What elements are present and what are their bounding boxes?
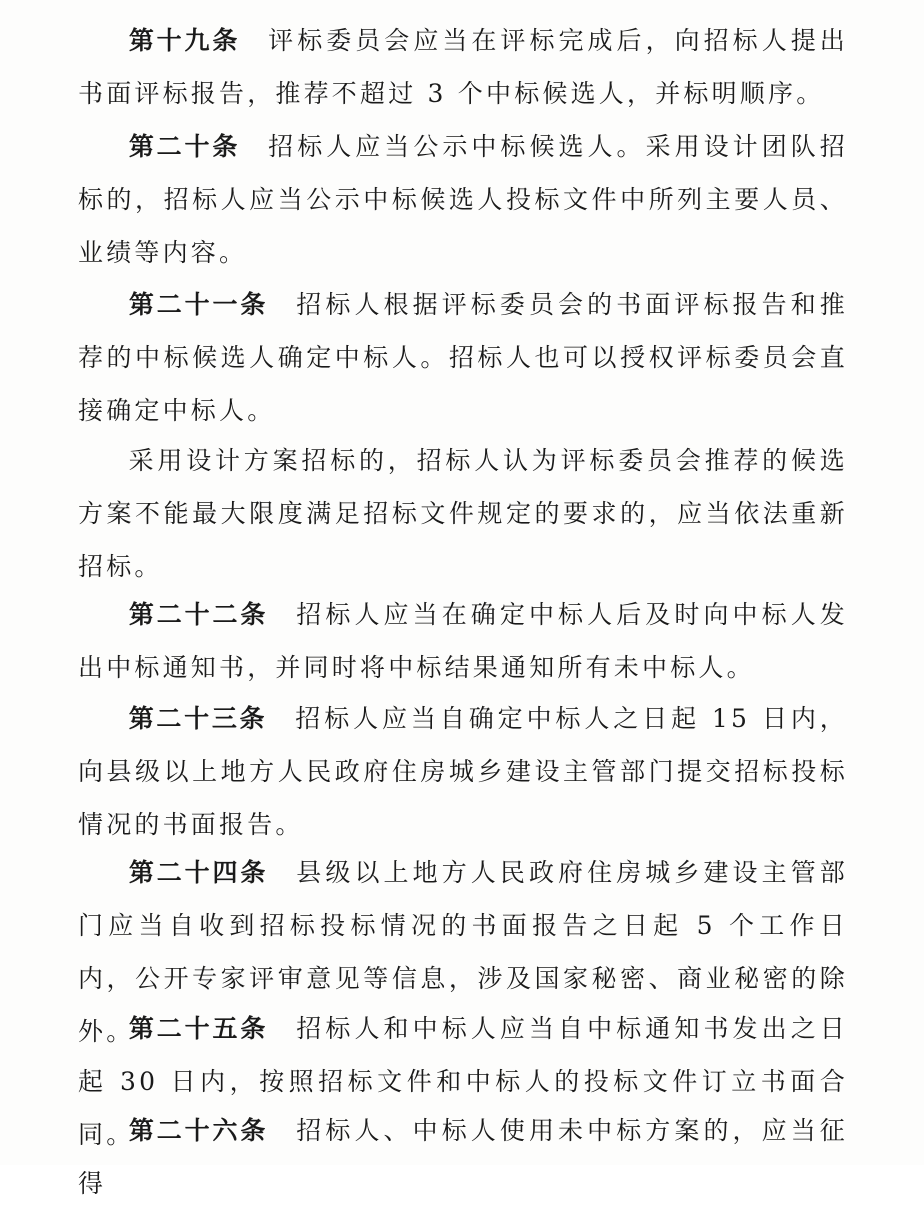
article-label: 第二十三条 — [128, 704, 268, 733]
article-label: 第二十五条 — [128, 1014, 269, 1043]
article-text: 招标人应当公示中标候选人。采用设计团队招标的，招标人应当公示中标候选人投标文件中所列主要人员、业绩等内容。 — [78, 132, 848, 267]
article-label: 第二十一条 — [128, 290, 269, 319]
article-22 — [78, 588, 848, 694]
article-26 — [78, 1104, 848, 1210]
article-label: 第二十条 — [128, 132, 241, 161]
article-text: 招标人应当在确定中标人后及时向中标人发出中标通知书，并同时将中标结果通知所有未中标人。 — [78, 600, 848, 682]
paragraph-text: 采用设计方案招标的，招标人认为评标委员会推荐的候选方案不能最大限度满足招标文件规定的要求的，应当依法重新招标。 — [78, 446, 848, 581]
article-text: 招标人、中标人使用未中标方案的，应当征得 — [78, 1116, 848, 1198]
article-label: 第二十二条 — [128, 600, 269, 629]
article-19 — [78, 14, 848, 120]
article-20 — [78, 120, 848, 279]
article-text: 招标人根据评标委员会的书面评标报告和推荐的中标候选人确定中标人。招标人也可以授权评标委员会直接确定中标人。 — [78, 290, 848, 425]
article-label: 第十九条 — [128, 26, 241, 55]
article-text: 招标人和中标人应当自中标通知书发出之日起 30 日内，按照招标文件和中标人的投标文件订立书面合同。 — [78, 1014, 848, 1149]
article-text: 评标委员会应当在评标完成后，向招标人提出书面评标报告，推荐不超过 3 个中标候选人，并标明顺序。 — [78, 26, 848, 108]
article-text: 县级以上地方人民政府住房城乡建设主管部门应当自收到招标投标情况的书面报告之日起 5 个工作日内，公开专家评审意见等信息，涉及国家秘密、商业秘密的除外。 — [78, 858, 848, 1046]
article-21 — [78, 278, 848, 437]
article-23 — [78, 692, 848, 851]
paragraph-design-scheme — [78, 434, 848, 593]
article-label: 第二十六条 — [128, 1116, 269, 1145]
article-text: 招标人应当自确定中标人之日起 15 日内，向县级以上地方人民政府住房城乡建设主管部门提交招标投标情况的书面报告。 — [78, 704, 848, 839]
article-label: 第二十四条 — [128, 858, 269, 887]
